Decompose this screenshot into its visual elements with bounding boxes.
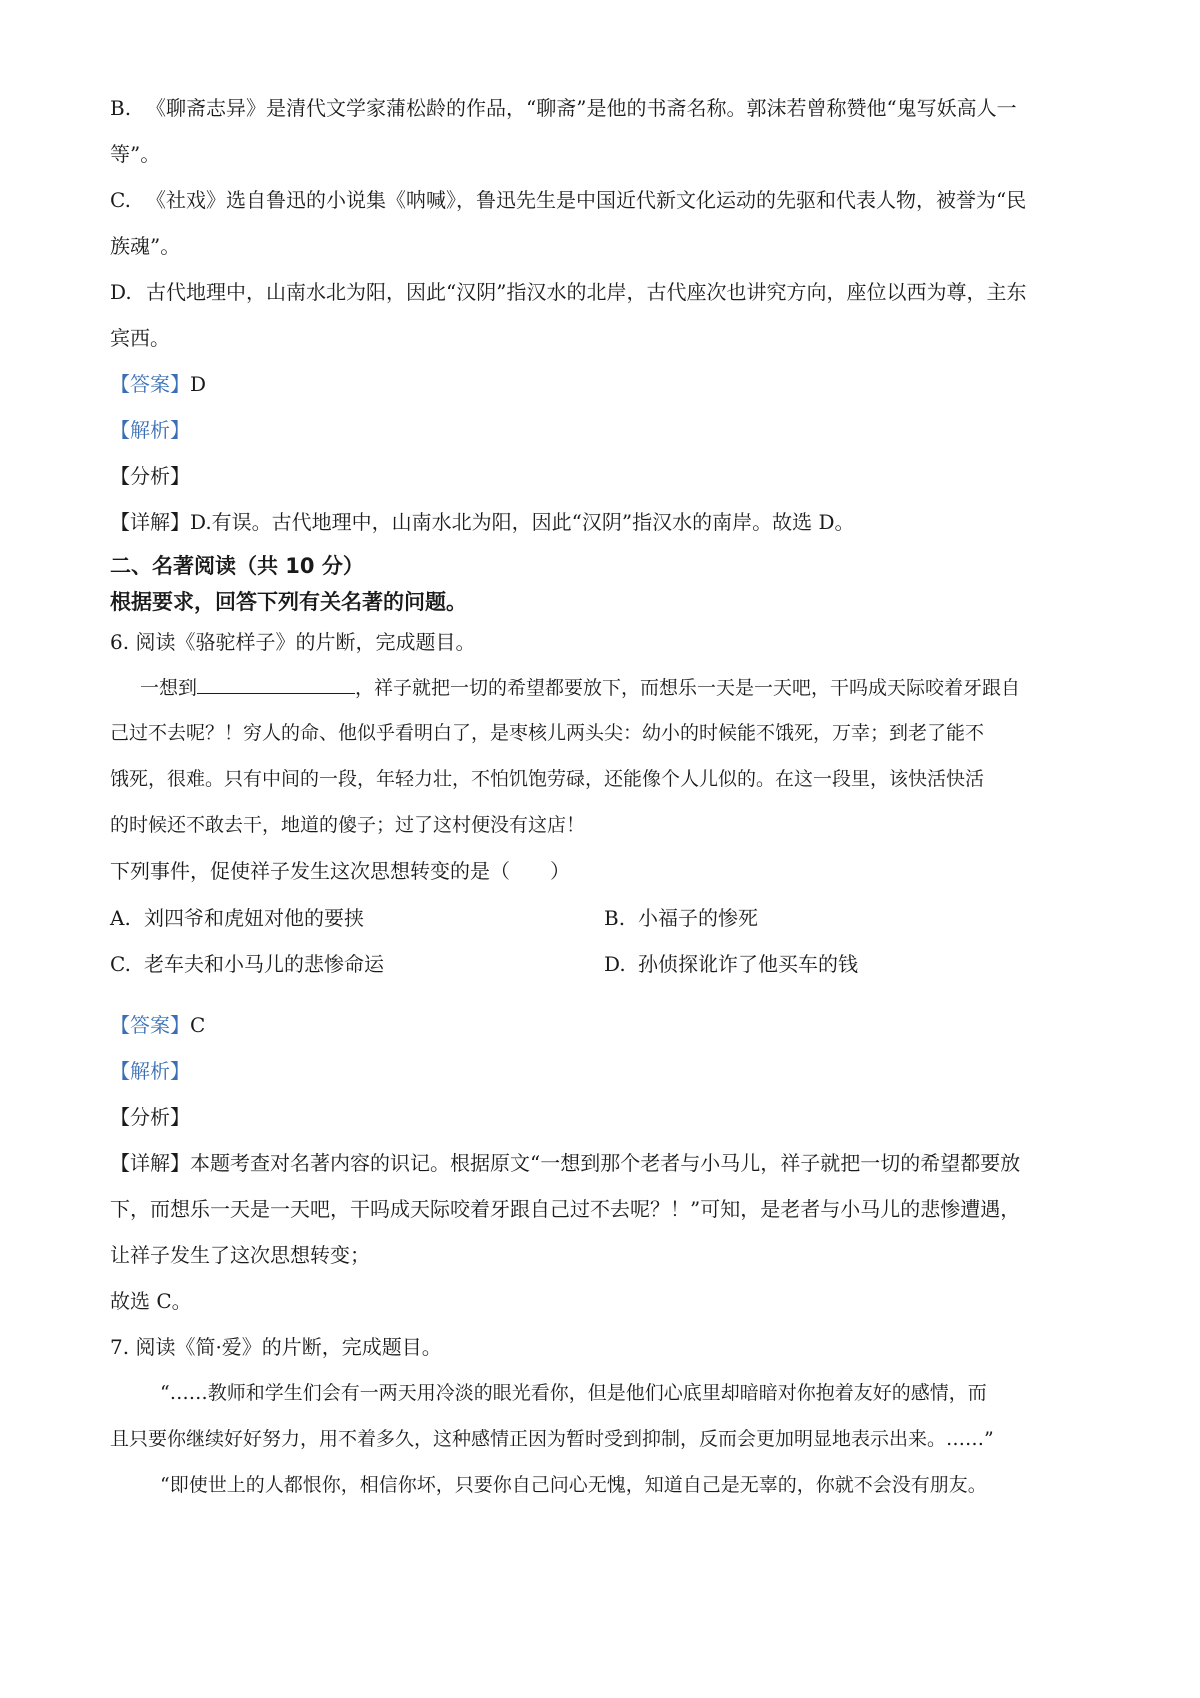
q6-answer: 【答案】C — [110, 1013, 206, 1037]
q5-option-d-line2: 宾西。 — [110, 326, 170, 350]
q5-jiexi-label: 【解析】 — [110, 418, 190, 442]
q6-passage-line4: 的时候还不敢去干，地道的傻子；过了这村便没有这店！ — [110, 814, 586, 836]
section-instruction: 根据要求，回答下列有关名著的问题。 — [110, 590, 467, 614]
q7-passage2-line1: “即使世上的人都恨你，相信你坏，只要你自己问心无愧，知道自己是无辜的，你就不会没有朋友。 — [160, 1474, 987, 1496]
q6-detail-line2: 下，而想乐一天是一天吧，干吗成天际咬着牙跟自己过不去呢？！”可知，是老者与小马儿的悲惨遭遇， — [110, 1197, 1021, 1221]
fill-in-blank — [197, 673, 355, 694]
q6-question: 下列事件，促使祥子发生这次思想转变的是（ ） — [110, 859, 570, 883]
q6-conclusion: 故选 C。 — [110, 1289, 192, 1313]
q5-option-d-line1: D. 古代地理中，山南水北为阳，因此“汉阴”指汉水的北岸，古代座次也讲究方向，座位以西为尊，主东 — [110, 280, 1027, 304]
q6-option-c: C. 老车夫和小马儿的悲惨命运 — [110, 952, 384, 976]
q5-option-b-line2: 等”。 — [110, 142, 161, 166]
q6-jiexi-label: 【解析】 — [110, 1059, 190, 1083]
q5-detail: 【详解】D.有误。古代地理中，山南水北为阳，因此“汉阴”指汉水的南岸。故选 D。 — [110, 510, 855, 534]
section-title: 二、名著阅读（共 10 分） — [110, 554, 364, 578]
q7-passage1-line1: “……教师和学生们会有一两天用冷淡的眼光看你，但是他们心底里却暗暗对你抱着友好的感情，而 — [160, 1382, 987, 1404]
q7-passage1-line2: 且只要你继续好好努力，用不着多久，这种感情正因为暂时受到抑制，反而会更加明显地表示出来。……” — [110, 1428, 994, 1450]
q7-stem: 7. 阅读《简·爱》的片断，完成题目。 — [110, 1335, 442, 1359]
q5-option-c-line1: C. 《社戏》选自鲁迅的小说集《呐喊》，鲁迅先生是中国近代新文化运动的先驱和代表人物，被誉为“民 — [110, 188, 1027, 212]
q5-fenxi-label: 【分析】 — [110, 464, 190, 488]
q6-option-a: A. 刘四爷和虎妞对他的要挟 — [110, 906, 364, 930]
q6-option-d: D. 孙侦探讹诈了他买车的钱 — [604, 952, 858, 976]
q6-detail-line3: 让祥子发生了这次思想转变； — [110, 1243, 370, 1267]
q5-answer: 【答案】D — [110, 372, 207, 396]
q6-passage-line2: 己过不去呢？！穷人的命、他似乎看明白了，是枣核儿两头尖：幼小的时候能不饿死，万幸；到老了能不 — [110, 722, 985, 744]
q6-stem: 6. 阅读《骆驼样子》的片断，完成题目。 — [110, 630, 476, 654]
q5-option-b-line1: B. 《聊斋志异》是清代文学家蒲松龄的作品，“聊斋”是他的书斋名称。郭沫若曾称赞他“鬼写妖高人一 — [110, 96, 1017, 120]
q6-passage-line3: 饿死，很难。只有中间的一段，年轻力壮，不怕饥饱劳碌，还能像个人儿似的。在这一段里，该快活快活 — [110, 768, 985, 790]
q6-passage-line1: 一想到 ，祥子就把一切的希望都要放下，而想乐一天是一天吧，干吗成天际咬着牙跟自 — [140, 673, 1100, 702]
q6-detail-line1: 【详解】本题考查对名著内容的识记。根据原文“一想到那个老者与小马儿，祥子就把一切的希望都要放 — [110, 1151, 1021, 1175]
q6-option-b: B. 小福子的惨死 — [604, 906, 758, 930]
q5-option-c-line2: 族魂”。 — [110, 234, 181, 258]
q6-fenxi-label: 【分析】 — [110, 1105, 190, 1129]
